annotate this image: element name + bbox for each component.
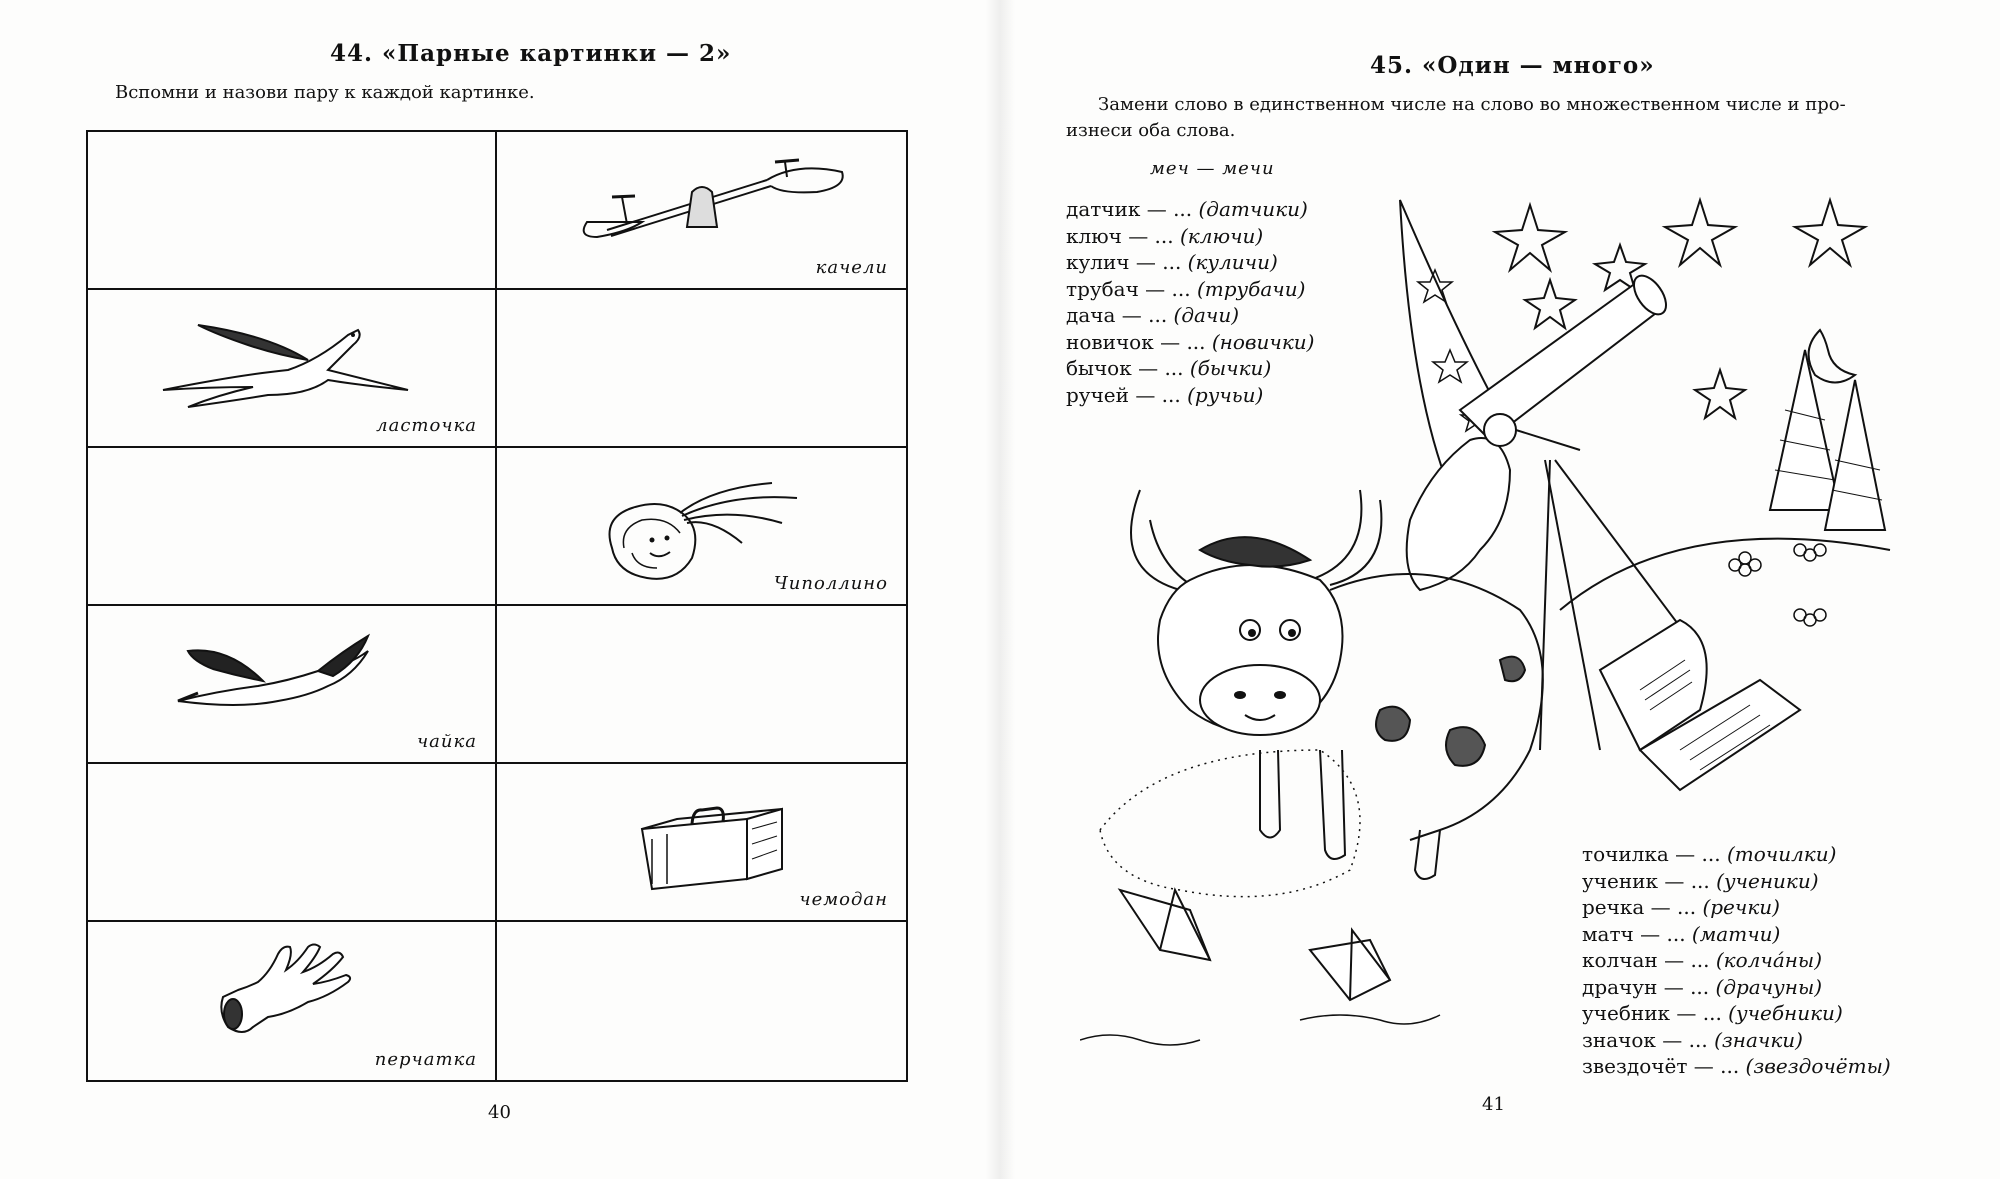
table-cell-empty [497, 606, 906, 764]
singular-word: драчун — ... [1582, 974, 1716, 999]
plural-answer: (трубачи) [1196, 276, 1306, 301]
list-item [1582, 947, 1891, 974]
left-page-title: 44. «Парные картинки — 2» [330, 40, 732, 67]
plural-answer: (ключи) [1179, 223, 1264, 248]
caption-swallow: ласточка [376, 415, 477, 436]
plural-answer: (матчи) [1691, 921, 1781, 946]
plural-answer: (звездочёты) [1745, 1054, 1891, 1078]
list-item [1582, 1027, 1891, 1054]
pairs-table [86, 130, 908, 1082]
singular-word: бычок — ... [1066, 356, 1190, 380]
suitcase-icon [637, 784, 797, 894]
table-cell [497, 132, 906, 290]
list-item [1066, 196, 1314, 223]
right-page-instruction-line2: изнеси оба слова. [1066, 120, 1236, 141]
table-cell-empty [88, 132, 497, 290]
singular-word: колчан — ... [1582, 948, 1716, 972]
table-cell-empty [88, 448, 497, 606]
right-page-title: 45. «Один — много» [1370, 52, 1655, 79]
plural-answer: (бычки) [1189, 356, 1272, 380]
list-item [1582, 1053, 1891, 1080]
singular-word: датчик — ... [1066, 197, 1199, 221]
singular-word: кулич — ... [1066, 250, 1188, 274]
table-cell [88, 290, 497, 448]
singular-word: точилка — ... [1582, 842, 1727, 866]
singular-word: звездочёт — ... [1582, 1054, 1746, 1078]
caption-onion: Чиполлино [773, 573, 888, 594]
singular-word: ключ — ... [1066, 223, 1180, 248]
list-item [1582, 841, 1891, 868]
caption-seagull: чайка [416, 731, 477, 752]
table-cell [497, 448, 906, 606]
singular-word: ученик — ... [1582, 868, 1717, 893]
seagull-icon [168, 631, 388, 721]
plural-answer: (новички) [1211, 329, 1315, 354]
word-list-2 [1582, 841, 1891, 1080]
list-item [1066, 223, 1314, 250]
singular-word: ручей — ... [1066, 382, 1188, 407]
glove-icon [208, 942, 368, 1042]
swallow-icon [158, 315, 418, 415]
plural-answer: (куличи) [1187, 250, 1278, 274]
singular-word: новичок — ... [1066, 329, 1212, 354]
right-page-number: 41 [1482, 1094, 1505, 1115]
table-cell-empty [88, 764, 497, 922]
table-cell [88, 606, 497, 764]
plural-answer: (речки) [1702, 895, 1780, 919]
list-item [1582, 1000, 1891, 1027]
list-item [1582, 974, 1891, 1001]
plural-answer: (дачи) [1173, 303, 1240, 327]
caption-suitcase: чемодан [799, 889, 888, 910]
list-item [1582, 921, 1891, 948]
plural-answer: (драчуны) [1715, 974, 1823, 999]
plural-answer: (ученики) [1716, 868, 1819, 893]
list-item [1066, 249, 1314, 276]
singular-word: трубач — ... [1066, 276, 1197, 301]
word-list-1 [1066, 196, 1314, 408]
caption-seesaw: качели [815, 257, 888, 278]
book-gutter [985, 0, 1015, 1179]
list-item [1066, 276, 1314, 303]
list-item [1582, 894, 1891, 921]
list-item [1066, 382, 1314, 409]
left-page-number: 40 [488, 1102, 511, 1123]
caption-glove: перчатка [374, 1049, 477, 1070]
list-item [1066, 329, 1314, 356]
seesaw-icon [567, 152, 867, 262]
table-cell-empty [497, 290, 906, 448]
singular-word: значок — ... [1582, 1027, 1715, 1052]
singular-word: дача — ... [1066, 303, 1174, 327]
list-item [1582, 868, 1891, 895]
left-page-instruction: Вспомни и назови пару к каждой картинке. [115, 82, 535, 103]
table-cell-empty [497, 922, 906, 1080]
right-page-instruction-line1: Замени слово в единственном числе на слово во множественном числе и про- [1098, 94, 1846, 115]
plural-answer: (точилки) [1726, 842, 1837, 866]
plural-answer: (учебники) [1728, 1001, 1843, 1025]
list-item [1066, 302, 1314, 329]
singular-word: матч — ... [1582, 921, 1692, 946]
plural-answer: (датчики) [1198, 197, 1308, 221]
table-cell [497, 764, 906, 922]
example-pair: меч — мечи [1150, 158, 1275, 179]
singular-word: речка — ... [1582, 895, 1703, 919]
list-item [1066, 355, 1314, 382]
onion-character-icon [592, 468, 832, 588]
table-cell [88, 922, 497, 1080]
plural-answer: (значки) [1714, 1027, 1803, 1052]
plural-answer: (колча́ны) [1715, 948, 1823, 972]
plural-answer: (ручьи) [1187, 382, 1264, 407]
singular-word: учебник — ... [1582, 1001, 1729, 1025]
